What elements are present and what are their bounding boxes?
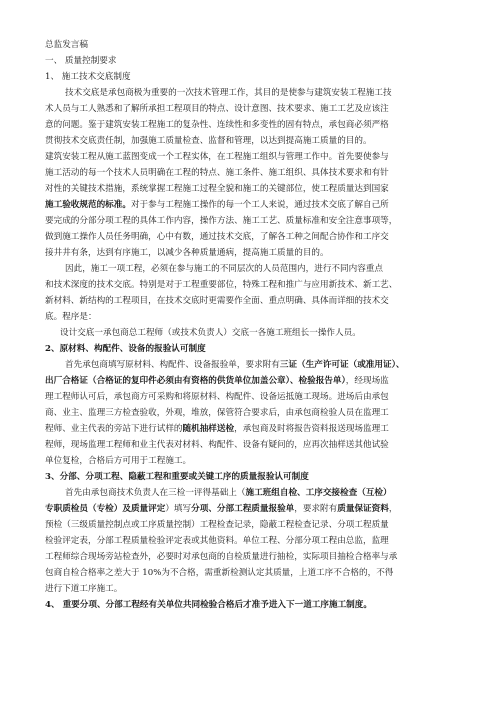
bold-phrase: 三证（生产许可证（或准用证）、 xyxy=(279,360,405,370)
paragraph-line: 检验评定表，分部工程质量检验评定表或其他资料。单位工程、分部分项工程由总监，监理 xyxy=(45,536,389,546)
paragraph-line: 意的问题。鉴于建筑安装工程施工的复杂性、连续性和多变性的固有特点，承包商必须严格 xyxy=(45,120,389,130)
paragraph-line xyxy=(65,360,404,371)
paragraph-line xyxy=(45,376,389,387)
subsection-heading-2: 2、原材料、构配件、设备的报验认可制度 xyxy=(45,344,206,354)
paragraph-line: 对性的关键技术措施，系统掌握工程施工过程全貌和施工的关键部位，使工程质量达到国家 xyxy=(45,184,389,194)
subsection-heading-1: 1、 施工技术交底制度 xyxy=(45,72,131,82)
text-run: ，要求附有 xyxy=(294,504,338,514)
bold-phrase: 专职质检员（专检）及质量评定 xyxy=(45,504,166,514)
paragraph-line: 程师，现场监理工程师和业主代表对材料、构配件、设备有疑问的，应再次抽样送其他试验 xyxy=(45,440,389,450)
paragraph-line: 新材料、新结构的工程项目，在技术交底时更需要作全面、重点明确、具体而详细的技术交 xyxy=(45,296,389,306)
paragraph-line: 因此，施工一项工程，必须在参与施工的不同层次的人员范围内，进行不同内容重点 xyxy=(65,264,383,274)
paragraph-line: 预检（三级质量控制点或工序质量控制）工程检查记录，隐蔽工程检查记录、分项工程质量 xyxy=(45,520,389,530)
paragraph-line: 单位复检，合格后方可用于工程施工。 xyxy=(45,456,192,466)
paragraph-line: 术人员与工人熟悉和了解所承担工程项目的特点、设计意图、技术要求、施工工艺及应该注 xyxy=(45,104,389,114)
paragraph-line: 包商自检合格率之差大于 10%为不合格，需重新检测认定其质量，上道工序不合格的，不得 xyxy=(45,568,394,578)
subsection-heading-4: 4、 重要分项、分部工程经有关单位共同检验合格后才准予进入下一道工序施工制度。 xyxy=(45,600,372,610)
paragraph-line: 接井井有条，达到有序施工，以减少各种质量通病，提高施工质量的目的。 xyxy=(45,248,329,258)
paragraph-line: 进行下道工序施工。 xyxy=(45,584,123,594)
bold-phrase: 施工班组自检、工序交接检查（互检） xyxy=(245,488,392,498)
text-run: ）填写 xyxy=(165,504,192,514)
paragraph-line: 和技术深度的技术交底。特别是对于工程重要部位，特殊工程和推广与应用新技术、新工艺、 xyxy=(45,280,398,290)
text-run: ， xyxy=(388,504,398,514)
document-title: 总监发言稿 xyxy=(45,40,88,50)
paragraph-line: 工程师综合现场旁站检查外，必要时对承包商的自检质量进行抽检，实际项目抽检合格率与承 xyxy=(45,552,398,562)
bold-phrase: 随机抽样送检 xyxy=(182,424,235,434)
procedure-flow: 设计交底一承包商总工程师（或技术负责人）交底一各施工班组长一操作人员。 xyxy=(60,328,361,338)
bold-phrase: 出厂合格证（合格证的复印件必须由有资格的供货单位加盖公章）、检验报告单） xyxy=(45,376,346,386)
paragraph-line: 要完成的分部分项工程的具体工作内容，操作方法、施工工艺、质量标准和安全注意事项等， xyxy=(45,216,398,226)
paragraph-line xyxy=(65,488,392,499)
text-run: ，承包商及时将报告资料报送现场监理工 xyxy=(234,424,389,434)
paragraph-line: 商、业主、监理三方检查验收，外观，堆放，保管符合要求后，由承包商检验人员在监理工 xyxy=(45,408,389,418)
paragraph-line: 建筑安装工程从施工蓝图变成一个工程实体，在工程施工组织与管理工作中。首先要使参与 xyxy=(45,152,389,162)
paragraph-line: 底。程序是： xyxy=(45,312,97,322)
paragraph-line: 技术交底是承包商极为重要的一次技术管理工作，其目的是使参与建筑安装工程施工技 xyxy=(65,88,392,98)
section-heading-1: 一、 质量控制要求 xyxy=(45,56,117,66)
text-run: 程师、业主代表的旁站下进行试样的 xyxy=(45,424,183,434)
bold-phrase: 施工验收规范的标准。 xyxy=(45,200,131,210)
paragraph-line: 贯彻技术交底责任制，加强施工质量检查、监督和管理，以达到提高施工质量的目的。 xyxy=(45,136,372,146)
text-run: 首先由承包商技术负责人在三检一评得基础上（ xyxy=(65,488,246,498)
subsection-heading-3: 3、分部、分项工程、隐蔽工程和重要或关键工序的质量报验认可制度 xyxy=(45,472,309,482)
paragraph-line xyxy=(45,424,389,435)
text-run: ，经现场监 xyxy=(345,376,389,386)
paragraph-line xyxy=(45,200,389,211)
paragraph-line xyxy=(45,504,397,515)
paragraph-line: 理工程师认可后，承包商方可采购和将原材料、构配件、设备运抵施工现场。进场后由承包 xyxy=(45,392,389,402)
text-run: 对于参与工程施工操作的每一个工人来说，通过技术交底了解自己所 xyxy=(130,200,389,210)
paragraph-line: 施工活动的每一个技术人员明确在工程的特点、施工条件、施工组织、具体技术要求和有针 xyxy=(45,168,389,178)
bold-phrase: 质量保证资料 xyxy=(337,504,389,514)
paragraph-line: 做到施工操作人员任务明确，心中有数，通过技术交底，了解各工种之间配合协作和工序交 xyxy=(45,232,389,242)
text-run: 首先承包商填写原材料、构配件、设备报验单，要求附有 xyxy=(65,360,280,370)
bold-phrase: 分项、分部工程质量报验单 xyxy=(191,504,295,514)
